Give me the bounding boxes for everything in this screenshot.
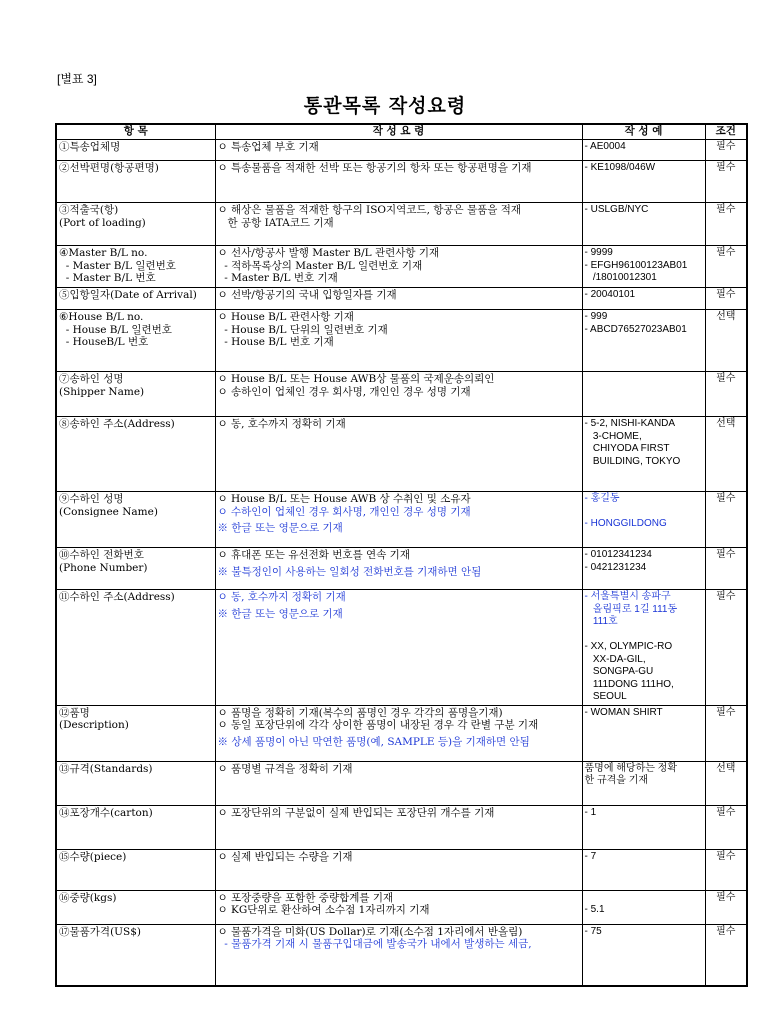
example-cell (582, 924, 705, 986)
guide-cell (215, 203, 582, 246)
example-text-highlight: - 서울특별시 송파구 (584, 591, 671, 602)
condition-cell: 필수 (705, 705, 747, 761)
example-text: - 9999 (584, 247, 613, 258)
guide-text: - 적하목록상의 Master B/L 일련번호 기재 (217, 259, 423, 272)
example-text: - 999 (584, 311, 608, 322)
item-text: ②선박편명(항공편명) (59, 162, 159, 174)
example-cell (582, 705, 705, 761)
example-text-highlight: 111호 (584, 616, 618, 627)
attachment-label: [별표 3] (57, 72, 97, 86)
item-text: ⑦송하인 성명 (59, 373, 124, 385)
item-cell (56, 140, 215, 161)
example-text: 한 규격을 기재 (584, 775, 649, 786)
item-cell (56, 890, 215, 924)
example-cell (582, 372, 705, 417)
item-text: ⑭포장개수(carton) (59, 806, 153, 819)
example-text: - 20040101 (584, 289, 636, 300)
item-text: ⑩수하인 전화번호 (59, 549, 144, 561)
guide-cell (215, 548, 582, 590)
condition-cell: 필수 (705, 590, 747, 706)
guide-cell (215, 310, 582, 372)
table-row (56, 890, 747, 924)
table-row (56, 417, 747, 492)
guide-cell (215, 890, 582, 924)
condition-cell: 필수 (705, 924, 747, 986)
item-text: (Consignee Name) (59, 505, 158, 518)
example-text: - XX, OLYMPIC-RO (584, 641, 673, 652)
table-row (56, 548, 747, 590)
customs-list-table (55, 123, 748, 987)
table-row (56, 161, 747, 203)
item-cell (56, 417, 215, 492)
guide-text: ㅇ 동, 호수까지 정확히 기재 (217, 418, 346, 430)
example-text: - 7 (584, 850, 597, 862)
condition-cell: 필수 (705, 372, 747, 417)
guide-text: ㅇ House B/L 관련사항 기재 (217, 311, 354, 323)
guide-text: ㅇ KG단위로 환산하여 소수점 1자리까지 기재 (217, 904, 430, 916)
guide-cell (215, 417, 582, 492)
condition-cell: 필수 (705, 890, 747, 924)
guide-cell (215, 849, 582, 890)
guide-note: ※ 한글 또는 영문으로 기재 (217, 607, 343, 620)
example-cell (582, 203, 705, 246)
condition-cell: 필수 (705, 288, 747, 310)
condition-cell: 필수 (705, 246, 747, 288)
guide-cell (215, 924, 582, 986)
item-text: ④Master B/L no. (59, 247, 148, 259)
guide-text: ㅇ 포장중량을 포함한 중량합계를 기재 (217, 891, 394, 904)
table-row (56, 492, 747, 548)
guide-cell (215, 246, 582, 288)
example-text: 품명에 해당하는 정확 (584, 762, 677, 774)
guide-text-highlight: ㅇ 수하인이 업체인 경우 회사명, 개인인 경우 성명 기재 (217, 505, 471, 518)
example-text: - 01012341234 (584, 549, 652, 560)
example-cell (582, 310, 705, 372)
item-text: (Phone Number) (59, 561, 148, 574)
guide-cell (215, 288, 582, 310)
example-text: - USLGB/NYC (584, 204, 649, 215)
condition-cell: 필수 (705, 492, 747, 548)
guide-text: - Master B/L 번호 기재 (217, 272, 338, 284)
guide-text: - House B/L 단위의 일련번호 기재 (217, 323, 388, 336)
item-text: (Port of loading) (59, 216, 146, 229)
guide-cell (215, 161, 582, 203)
example-text: SEOUL (584, 691, 627, 702)
example-text (585, 629, 703, 642)
item-cell (56, 705, 215, 761)
condition-cell: 필수 (705, 849, 747, 890)
table-row (56, 705, 747, 761)
guide-text: ㅇ 실제 반입되는 수량을 기재 (217, 850, 353, 863)
example-cell (582, 288, 705, 310)
guide-text: - House B/L 번호 기재 (217, 336, 334, 348)
item-text: - Master B/L 일련번호 (59, 259, 176, 272)
example-cell (582, 492, 705, 548)
example-text-highlight: - HONGGILDONG (584, 518, 667, 529)
item-text: ⑧송하인 주소(Address) (59, 418, 175, 430)
guide-text: 한 공항 IATA코드 기재 (217, 216, 334, 229)
guide-text: ㅇ 선박/항공기의 국내 입항일자를 기재 (217, 289, 397, 301)
item-cell (56, 372, 215, 417)
table-row (56, 246, 747, 288)
item-text: ⑥House B/L no. (59, 311, 144, 323)
item-cell (56, 246, 215, 288)
guide-text: ㅇ House B/L 또는 House AWB 상 수취인 및 소유자 (217, 493, 471, 505)
example-text: - 0421231234 (584, 561, 647, 573)
guide-cell (215, 805, 582, 849)
item-text: ⑮수량(piece) (59, 850, 127, 863)
table-row (56, 288, 747, 310)
item-cell (56, 288, 215, 310)
condition-cell: 필수 (705, 161, 747, 203)
item-text: - House B/L 일련번호 (59, 323, 172, 336)
item-cell (56, 548, 215, 590)
condition-cell: 필수 (705, 140, 747, 161)
example-cell (582, 417, 705, 492)
example-text: 111DONG 111HO, (584, 678, 674, 690)
table-row (56, 310, 747, 372)
example-text: - WOMAN SHIRT (584, 706, 663, 718)
guide-text-highlight: ㅇ 동, 호수까지 정확히 기재 (217, 591, 346, 603)
item-text: - HouseB/L 번호 (59, 336, 149, 348)
example-cell (582, 890, 705, 924)
item-cell (56, 203, 215, 246)
example-cell (582, 761, 705, 805)
guide-text: ㅇ 품명을 정확히 기재(복수의 품명인 경우 각각의 품명을기재) (217, 706, 503, 719)
guide-text: ㅇ 품명별 규격을 정확히 기재 (217, 762, 353, 775)
item-cell (56, 761, 215, 805)
example-text: CHIYODA FIRST (584, 443, 670, 454)
example-text: SONGPA-GU (584, 666, 654, 677)
guide-note: ※ 불특정인이 사용하는 일회성 전화번호를 기재하면 안됨 (217, 565, 482, 578)
table-row (56, 203, 747, 246)
example-text: - AE0004 (584, 141, 626, 152)
example-text (585, 892, 703, 905)
table-body (56, 140, 747, 987)
condition-cell: 필수 (705, 203, 747, 246)
example-cell (582, 805, 705, 849)
item-cell (56, 161, 215, 203)
guide-text: ㅇ 동일 포장단위에 각각 상이한 품명이 내장된 경우 각 란별 구분 기재 (217, 719, 539, 731)
example-text-highlight: 올림픽로 1길 111동 (584, 603, 678, 615)
item-text: ③적출국(항) (59, 204, 119, 216)
table-row (56, 761, 747, 805)
item-cell (56, 310, 215, 372)
example-cell (582, 590, 705, 706)
example-cell (582, 161, 705, 203)
header-condition: 조건 (705, 124, 747, 140)
condition-cell: 선택 (705, 310, 747, 372)
example-cell (582, 548, 705, 590)
table-row (56, 849, 747, 890)
example-text: - ABCD76527023AB01 (584, 323, 687, 335)
item-text: ⑨수하인 성명 (59, 493, 124, 505)
guide-cell (215, 705, 582, 761)
item-text: ⑤입항일자(Date of Arrival) (59, 289, 197, 301)
guide-note: ※ 상세 품명이 아닌 막연한 품명(예, SAMPLE 등)을 기재하면 안됨 (217, 735, 530, 748)
item-cell (56, 805, 215, 849)
header-guide: 작 성 요 령 (215, 124, 582, 140)
guide-cell (215, 140, 582, 161)
guide-text: ㅇ 포장단위의 구분없이 실제 반입되는 포장단위 개수를 기재 (217, 806, 495, 819)
example-text: - 75 (584, 925, 602, 937)
guide-text: ㅇ 해상은 물품을 적재한 항구의 ISO지역코드, 항공은 물품을 적재 (217, 204, 522, 216)
guide-text: ㅇ 특송업체 부호 기재 (217, 141, 319, 153)
example-cell (582, 246, 705, 288)
table-header-row (56, 124, 747, 140)
example-cell (582, 849, 705, 890)
guide-text: ㅇ 특송물품을 적재한 선박 또는 항공기의 항차 또는 항공편명을 기재 (217, 162, 532, 174)
item-cell (56, 924, 215, 986)
example-text: BUILDING, TOKYO (584, 455, 681, 467)
item-text: (Shipper Name) (59, 385, 145, 398)
guide-cell (215, 590, 582, 706)
condition-cell: 선택 (705, 761, 747, 805)
example-text: - EFGH96100123AB01 (584, 259, 688, 271)
example-text: - 5-2, NISHI-KANDA (584, 418, 676, 429)
item-cell (56, 492, 215, 548)
guide-text: ㅇ 송하인이 업체인 경우 회사명, 개인인 경우 성명 기재 (217, 385, 471, 398)
table-row (56, 372, 747, 417)
item-cell (56, 590, 215, 706)
item-text: (Description) (59, 719, 129, 731)
example-text: - KE1098/046W (584, 162, 656, 173)
item-cell (56, 849, 215, 890)
guide-cell (215, 492, 582, 548)
guide-cell (215, 372, 582, 417)
guide-text: ㅇ House B/L 또는 House AWB상 물품의 국제운송의뢰인 (217, 373, 495, 385)
item-text: ⑫품명 (59, 706, 90, 719)
guide-note: ※ 한글 또는 영문으로 기재 (217, 522, 343, 534)
item-text: - Master B/L 번호 (59, 272, 156, 284)
item-text: ①특송업체명 (59, 141, 121, 153)
item-text: ⑬규격(Standards) (59, 762, 153, 775)
table-row (56, 924, 747, 986)
item-text: ⑰물품가격(US$) (59, 925, 141, 938)
item-text: ⑪수하인 주소(Address) (59, 591, 175, 603)
table-row (56, 805, 747, 849)
header-example: 작 성 예 (582, 124, 705, 140)
guide-cell (215, 761, 582, 805)
table-row (56, 590, 747, 706)
example-text: 3-CHOME, (584, 430, 642, 442)
guide-text-highlight: - 물품가격 기재 시 물품구입대금에 발송국가 내에서 발생하는 세금, (217, 938, 532, 950)
header-item: 항 목 (56, 124, 215, 140)
item-text: ⑯중량(kgs) (59, 891, 117, 904)
condition-cell: 선택 (705, 417, 747, 492)
example-cell (582, 140, 705, 161)
table-row (56, 140, 747, 161)
example-text-highlight: - 홍길동 (584, 493, 620, 504)
example-text-highlight (585, 506, 703, 519)
page-title: 통관목록 작성요령 (303, 95, 467, 117)
guide-text: ㅇ 선사/항공사 발행 Master B/L 관련사항 기재 (217, 247, 440, 259)
example-text: - 1 (584, 806, 597, 818)
example-text: XX-DA-GIL, (584, 653, 646, 665)
condition-cell: 필수 (705, 805, 747, 849)
condition-cell: 필수 (705, 548, 747, 590)
guide-text: ㅇ 휴대폰 또는 유선전화 번호를 연속 기재 (217, 549, 410, 561)
guide-text: ㅇ 물품가격을 미화(US Dollar)로 기재(소수점 1자리에서 반올림) (217, 925, 523, 938)
example-text: - 5.1 (584, 904, 605, 915)
example-text: /18010012301 (584, 272, 657, 283)
